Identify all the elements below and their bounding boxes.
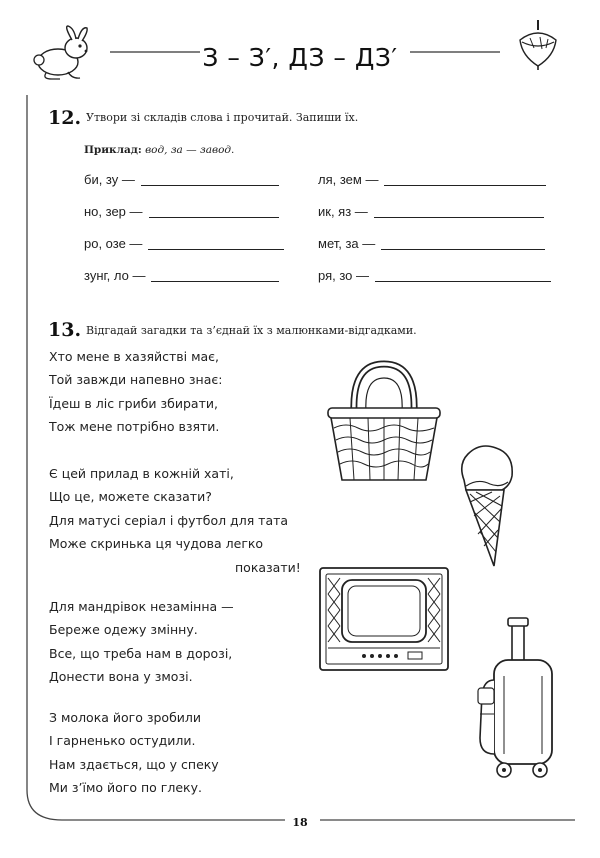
exercise-12-instruction: Утвори зі складів слова і прочитай. Запиши їх. xyxy=(86,111,359,124)
syllables-prompt: ро, озе — xyxy=(84,236,143,251)
word-row xyxy=(318,198,544,220)
example-label: Приклад: xyxy=(84,144,142,156)
word-row xyxy=(84,262,279,284)
word-row xyxy=(84,230,284,252)
syllables-prompt: мет, за — xyxy=(318,236,376,251)
suitcase-picture[interactable] xyxy=(474,614,558,784)
syllables-prompt: би, зу — xyxy=(84,172,135,187)
syllables-prompt: ря, зо — xyxy=(318,268,370,283)
ice-cream-picture[interactable] xyxy=(456,442,520,570)
exercise-12-number: 12. xyxy=(48,107,82,129)
answer-line[interactable] xyxy=(141,185,279,186)
answer-line[interactable] xyxy=(151,281,279,282)
tv-picture[interactable] xyxy=(318,564,450,674)
riddle-tv: Є цей прилад в кожній хаті, Що це, можете сказати? Для матусі серіал і футбол для тата Може скринька ця чудова легко показати! xyxy=(49,466,301,575)
example-text: вод, за — завод. xyxy=(145,144,235,156)
word-row xyxy=(84,198,279,220)
exercise-13-number: 13. xyxy=(48,319,82,341)
answer-line[interactable] xyxy=(384,185,546,186)
syllables-prompt: ик, яз — xyxy=(318,204,368,219)
word-row xyxy=(318,230,545,252)
exercise-13-instruction: Відгадай загадки та з’єднай їх з малюнками-відгадками. xyxy=(86,324,417,337)
spinning-top-icon xyxy=(516,18,560,70)
basket-picture[interactable] xyxy=(326,360,442,484)
page-title: З – З′, ДЗ – ДЗ′ xyxy=(202,43,398,72)
bunny-icon xyxy=(24,24,102,82)
answer-line[interactable] xyxy=(149,217,279,218)
riddle-basket: Хто мене в хазяйстві має, Той завжди напевно знає: Їдеш в ліс гриби збирати, Тож мене потрібно взяти. xyxy=(49,349,223,435)
exercise-12-example xyxy=(84,142,234,158)
answer-line[interactable] xyxy=(374,217,544,218)
syllables-prompt: ля, зем — xyxy=(318,172,379,187)
word-row xyxy=(318,166,546,188)
word-row xyxy=(318,262,551,284)
answer-line[interactable] xyxy=(375,281,551,282)
answer-line[interactable] xyxy=(381,249,545,250)
syllables-prompt: но, зер — xyxy=(84,204,143,219)
riddle-suitcase: Для мандрівок незамінна — Береже одежу змінну. Все, що треба нам в дорозі, Донести вона у змозі. xyxy=(49,599,234,685)
riddle-ice-cream: З молока його зробили І гарненько остудили. Нам здається, що у спеку Ми з’їмо його по глеку. xyxy=(49,710,219,796)
page-number: 18 xyxy=(292,816,308,829)
word-row xyxy=(84,166,279,188)
syllables-prompt: зунг, ло — xyxy=(84,268,146,283)
answer-line[interactable] xyxy=(148,249,284,250)
